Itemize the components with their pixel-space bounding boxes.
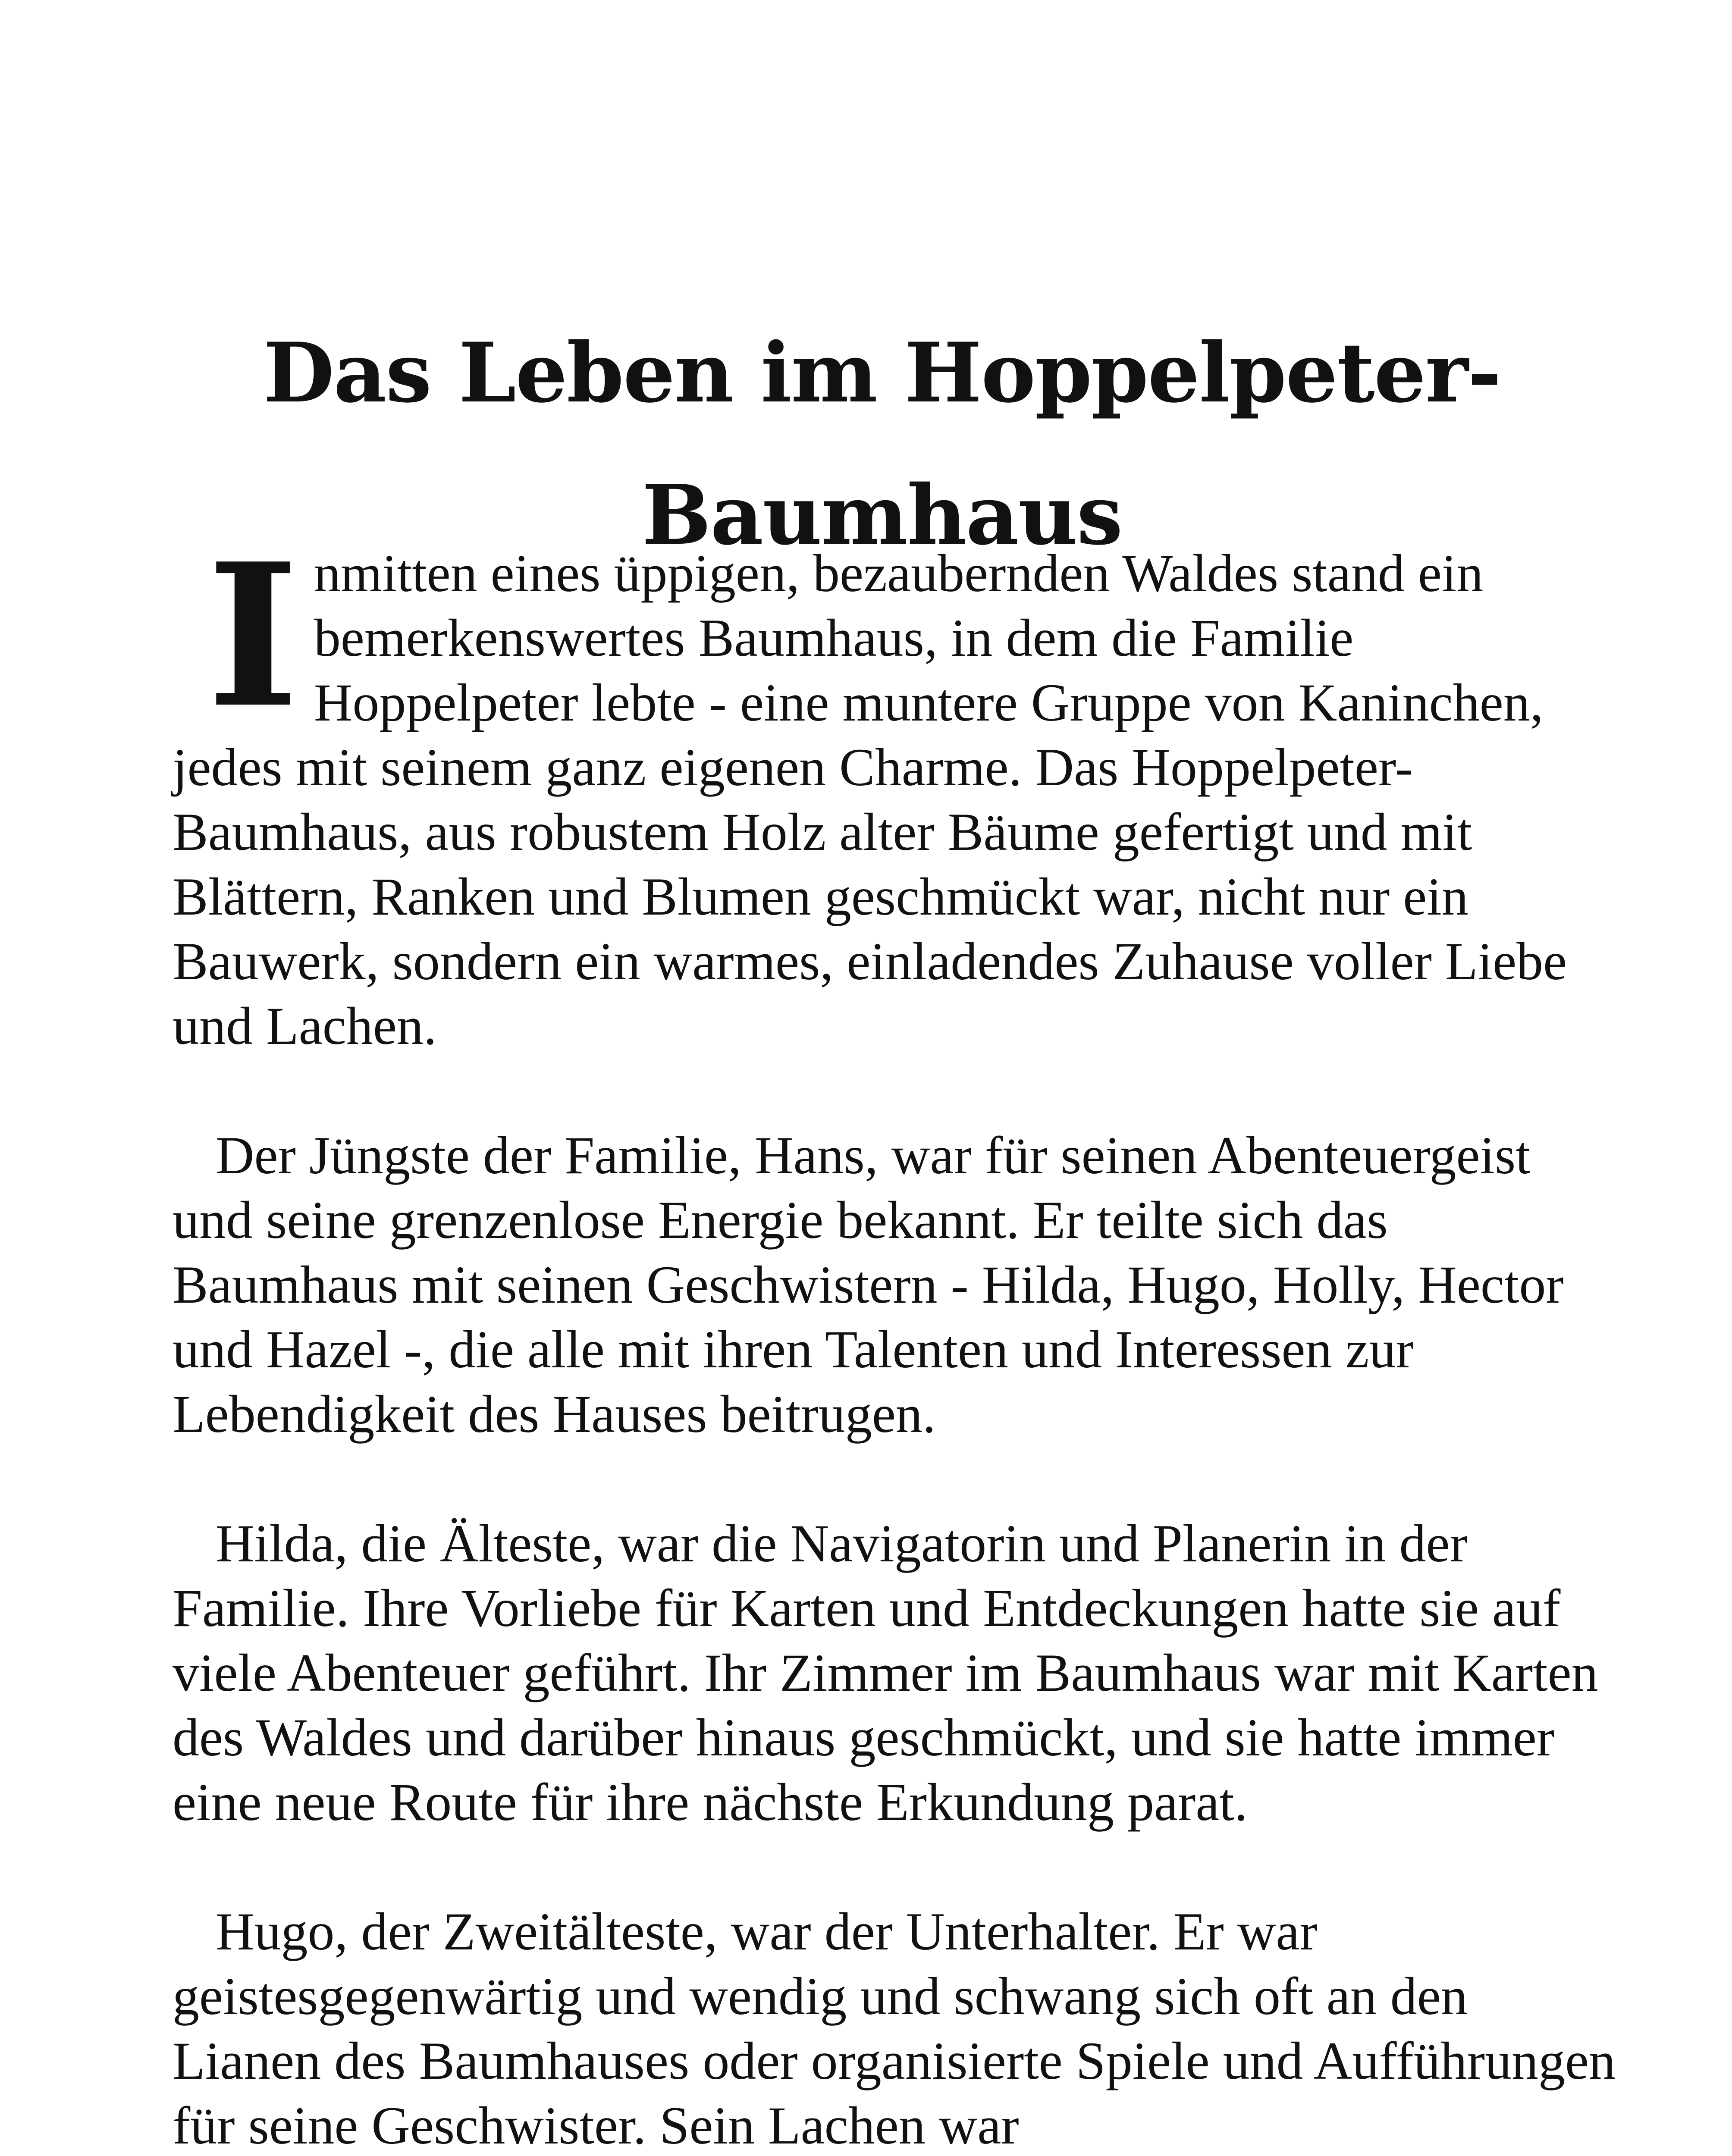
page-title: Das Leben im Hoppelpeter-Baumhaus <box>263 325 1501 563</box>
paragraph-3: Hilda, die Älteste, war die Navigatorin und Planerin in der Familie. Ihre Vorliebe für Karten und Entdeckungen hatte sie auf viele Abenteuer geführt. Ihr Zimmer im Baumhaus war mit Karten des Waldes und darüber hinaus geschmückt, und sie hatte immer eine neue Route für ihre nächste Erkundung parat. <box>173 1514 1598 1832</box>
paragraph-4: Hugo, der Zweitälteste, war der Unterhalter. Er war geistesgegenwärtig und wendig und schwang sich oft an den Lianen des Baumhauses oder organisierte Spiele und Aufführungen für seine Geschwister. Sein Lachen war <box>173 1902 1616 2155</box>
body-text <box>173 521 1622 2156</box>
drop-cap: I <box>207 521 299 751</box>
paragraph-2: Der Jüngste der Familie, Hans, war für seinen Abenteuergeist und seine grenzenlose Energie bekannt. Er teilte sich das Baumhaus mit seinen Geschwistern - Hilda, Hugo, Holly, Hector und Hazel -, die alle mit ihren Talenten und Interessen zur Lebendigkeit des Hauses beitrugen. <box>173 1126 1564 1444</box>
paragraph-1 <box>173 521 1622 1059</box>
paragraph-1-text: nmitten eines üppigen, bezaubernden Waldes stand ein bemerkenswertes Baumhaus, in dem die Familie Hoppelpeter lebte - eine muntere Gruppe von Kaninchen, jedes mit seinem ganz eigenen Charme. Das Hoppelpeter-Baumhaus, aus robustem Holz alter Bäume gefertigt und mit Blättern, Ranken und Blumen geschmückt war, nicht nur ein Bauwerk, sondern ein warmes, einladendes Zuhause voller Liebe und Lachen. <box>173 544 1567 1056</box>
